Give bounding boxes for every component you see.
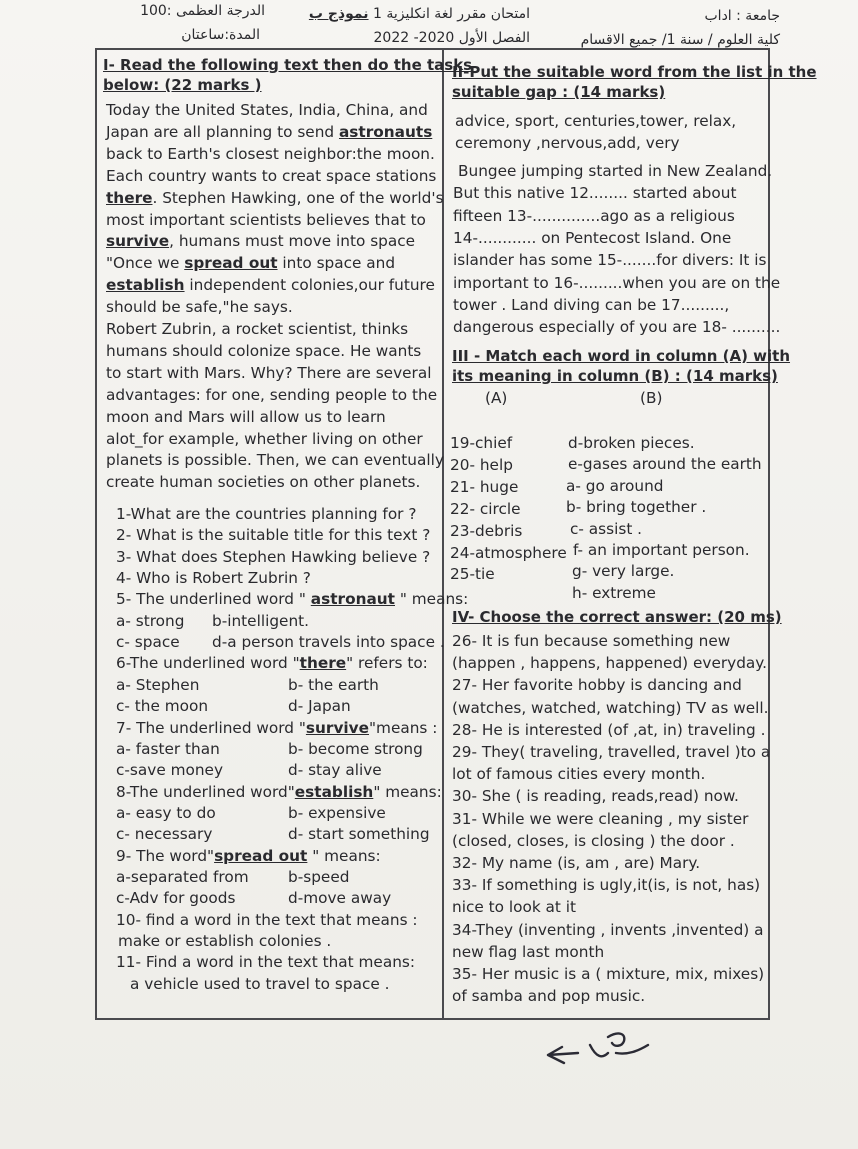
column-b-item: b- bring together . [566,498,707,517]
option-item: c- space [116,633,180,652]
option-item: b- become strong [288,739,423,758]
column-b-item: d-broken pieces. [568,434,695,452]
option-item: a-separated from [116,867,249,886]
question-line: 3- What does Stephen Hawking believe ? [116,547,431,566]
column-b-item: g- very large. [572,562,675,581]
option-item: a- Stephen [116,675,200,694]
question-line: a vehicle used to travel to space . [130,974,390,993]
column-a-item: 20- help [450,455,513,474]
mcq-line: 29- They( traveling, travelled, travel )to a [452,743,771,761]
gap-fill-line: islander has some 15-.......for divers: It is [453,251,767,270]
mcq-line: nice to look at it [452,898,577,917]
gap-fill-line: important to 16-.........when you are on the [453,273,781,292]
gap-fill-line: dangerous especially of you are 18- .......... [453,318,781,337]
gap-fill-line: fifteen 13-..............ago as a religious [453,206,735,225]
passage-line: advantages: for one, sending people to the [106,385,438,404]
university: جامعة : اداب [704,8,780,24]
mcq-line: 31- While we were cleaning , my sister [452,809,749,828]
mcq-line: 30- She ( is reading, reads,read) now. [452,787,739,806]
passage-line: humans should colonize space. He wants [106,341,422,360]
column-a-header: (A) [485,389,508,407]
question-line: make or establish colonies . [118,932,332,950]
underlined-word: establish [106,276,185,295]
column-a-item: 24-atmosphere [450,543,567,562]
underlined-word: there [106,188,153,207]
option-item: c-Adv for goods [116,889,236,908]
passage-line: Each country wants to creat space stations [106,166,437,185]
column-b-item: a- go around [566,476,664,495]
column-b-item: h- extreme [572,583,656,602]
exam-title-prefix: امتحان مقرر لغة انكليزية 1 [372,6,530,22]
passage-line: moon and Mars will allow us to learn [106,407,386,426]
underlined-word: establish [294,782,374,801]
word-list: advice, sport, centuries,tower, relax, ceremony ,nervous,add, very [455,112,737,152]
option-item: d-move away [288,889,392,908]
underlined-word: spread out [214,846,308,865]
option-item: a- easy to do [116,803,216,822]
column-b-header: (B) [640,389,663,407]
underlined-word: astronaut [310,590,395,609]
max-score: الدرجة العظمى :100 [140,3,265,19]
passage-line: survive, humans must move into space [106,232,416,251]
duration: المدة:ساعتان [181,27,260,43]
passage-line: Today the United States, India, China, and [106,101,428,119]
question-line: 11- Find a word in the text that means: [116,953,416,972]
semester: الفصل الأول 2020- 2022 [373,30,530,46]
option-item: a- faster than [116,739,220,758]
option-item: b- the earth [288,675,379,694]
option-item: a- strong [116,611,185,630]
passage-line: Japan are all planning to send astronauts [106,122,433,141]
underlined-word: there [299,654,347,673]
mcq-line: 35- Her music is a ( mixture, mix, mixes) [452,965,765,983]
passage-line: there. Stephen Hawking, one of the world's [106,188,444,207]
question-line: 7- The underlined word "survive"means : [116,718,438,737]
college-line: كلية العلوم / سنة 1/ جميع الاقسام [580,32,780,48]
passage-line: alot_for example, whether living on other [106,429,423,448]
mcq-line: 32- My name (is, am , are) Mary. [452,854,701,872]
underlined-word: spread out [184,254,278,273]
question-line: 6-The underlined word "there" refers to: [116,654,428,673]
gap-fill-line: But this native 12........ started about [453,184,737,203]
underlined-word: astronauts [338,122,433,141]
passage-line: to start with Mars. Why? There are several [106,363,432,382]
option-item: d-a person travels into space . [212,633,445,652]
question-line: 5- The underlined word " astronaut " means: [116,590,469,609]
question-line: 1-What are the countries planning for ? [116,505,417,523]
gap-fill-line: tower . Land diving can be 17........., [453,295,730,314]
passage-line: should be safe,"he says. [106,298,293,317]
option-item: c- necessary [116,825,213,844]
column-b-item: e-gases around the earth [568,455,762,474]
mcq-line: 27- Her favorite hobby is dancing and [452,676,742,695]
section2-title: II-Put the suitable word from the list in the suitable gap : (14 marks) [452,63,817,101]
mcq-line: (happen , happens, happened) everyday. [452,654,768,673]
mcq-line: 33- If something is ugly,it(is, is not, has) [452,876,761,895]
question-line: 8-The underlined word"establish" means: [116,782,442,801]
model-label: نموذج ب [308,6,369,22]
column-a-item: 23-debris [450,521,523,540]
gap-fill-line: Bungee jumping started in New Zealand. [458,162,773,180]
column-a-item: 21- huge [450,477,519,496]
option-item: b-intelligent. [212,611,310,630]
section3-title: III - Match each word in column (A) with its meaning in column (B) : (14 marks) [452,347,791,385]
column-b-item: f- an important person. [573,541,750,559]
underlined-word: survive [106,232,170,251]
passage-line: back to Earth's closest neighbor:the moon. [106,144,435,163]
option-item: b- expensive [288,803,386,822]
option-item: d- start something [288,825,430,844]
question-line: 9- The word"spread out " means: [116,846,381,865]
option-item: c- the moon [116,697,209,716]
passage-line: "Once we spread out into space and [106,254,396,273]
option-item: d- Japan [288,697,351,716]
option-item: b-speed [288,867,350,886]
column-b-item: c- assist . [570,519,643,538]
passage-line: establish independent colonies,our future [106,276,435,295]
gap-fill-line: 14-............ on Pentecost Island. One [453,228,732,247]
option-item: d- stay alive [288,761,382,780]
signature-mark [538,1023,658,1077]
passage-line: planets is possible. Then, we can eventually [106,451,444,470]
mcq-line: 26- It is fun because something new [452,632,731,650]
mcq-line: lot of famous cities every month. [452,765,706,784]
column-a-item: 22- circle [450,499,521,518]
column-a-item: 25-tie [450,565,495,584]
question-line: 10- find a word in the text that means : [116,910,418,929]
passage-line: Robert Zubrin, a rocket scientist, thinks [106,320,409,338]
mcq-line: of samba and pop music. [452,987,646,1006]
question-line: 2- What is the suitable title for this text ? [116,526,431,545]
mcq-line: (closed, closes, is closing ) the door . [452,831,735,850]
section1-title: I- Read the following text then do the tasks below: (22 marks ) [103,56,473,94]
mcq-line: (watches, watched, watching) TV as well. [452,698,769,717]
mcq-line: new flag last month [452,942,605,961]
mcq-line: 28- He is interested (of ,at, in) traveling . [452,720,766,739]
question-line: 4- Who is Robert Zubrin ? [116,569,311,588]
option-item: c-save money [116,761,224,780]
mcq-line: 34-They (inventing , invents ,invented) a [452,920,764,939]
column-a-item: 19-chief [450,434,513,452]
section4-title: IV- Choose the correct answer: (20 ms) [452,608,782,626]
underlined-word: survive [305,718,370,737]
exam-title [285,6,530,22]
passage-line: create human societies on other planets. [106,473,421,492]
passage-line: most important scientists believes that to [106,210,426,229]
